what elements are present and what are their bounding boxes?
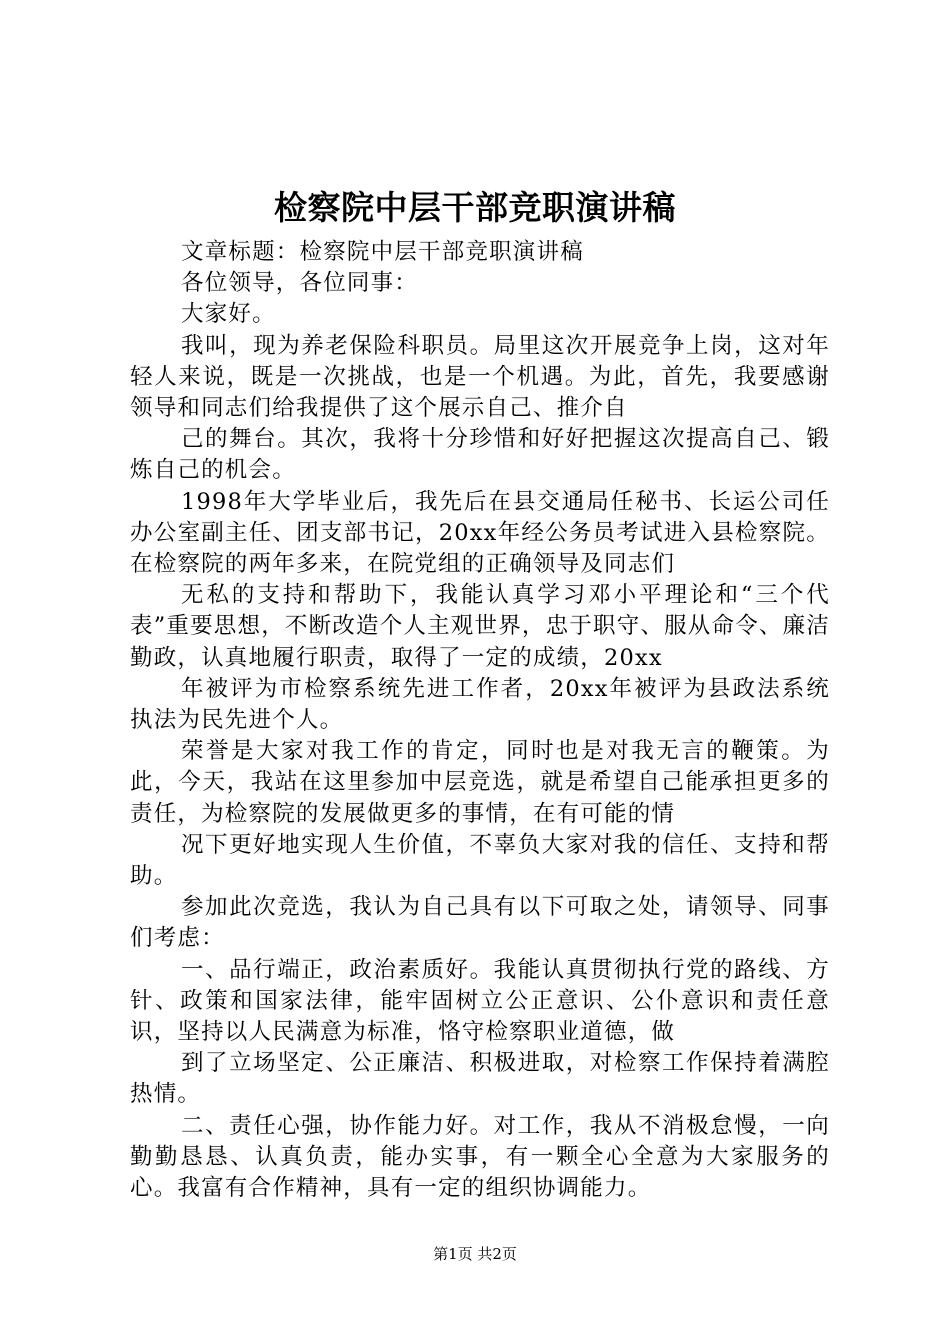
paragraph-strengths-intro: 参加此次竞选，我认为自己具有以下可取之处，请领导、同事们考虑： [130, 894, 830, 952]
paragraph-salutation: 各位领导，各位同事： [181, 270, 419, 297]
document-title: 检察院中层干部竞职演讲稿 [274, 188, 676, 227]
paragraph-article-title: 文章标题：检察院中层干部竞职演讲稿 [181, 239, 584, 265]
paragraph-point-one-continued: 到了立场坚定、公正廉洁、积极进取，对检察工作保持着满腔热情。 [130, 1050, 830, 1108]
paragraph-awards: 年被评为市检察系统先进工作者，20xx年被评为县政法系统执法为民先进个人。 [130, 675, 830, 734]
paragraph-career-continued: 无私的支持和帮助下，我能认真学习邓小平理论和“三个代表”重要思想，不断改造个人主观世界，忠于职守、服从命令、廉洁勤政，认真地履行职责，取得了一定的成绩，20xx [130, 582, 831, 671]
paragraph-greeting: 大家好。 [181, 301, 276, 328]
paragraph-honor: 荣誉是大家对我工作的肯定，同时也是对我无言的鞭策。为此，今天，我站在这里参加中层竞选，就是希望自己能承担更多的责任，为检察院的发展做更多的事情，在有可能的情 [130, 738, 830, 827]
paragraph-honor-continued: 况下更好地实现人生价值，不辜负大家对我的信任、支持和帮助。 [130, 831, 830, 890]
paragraph-introduction: 我叫，现为养老保险科职员。局里这次开展竞争上岗，这对年轻人来说，既是一次挑战，也是一个机遇。为此，首先，我要感谢领导和同志们给我提供了这个展示自己、推介自 [130, 332, 830, 422]
paragraph-point-one: 一、品行端正，政治素质好。我能认真贯彻执行党的路线、方针、政策和国家法律，能牢固树立公正意识、公仆意识和责任意识，坚持以人民满意为标准，恪守检察职业道德，做 [130, 956, 830, 1046]
paragraph-point-two: 二、责任心强，协作能力好。对工作，我从不消极怠慢，一向勤勤恳恳、认真负责，能办实事，有一颗全心全意为大家服务的心。我富有合作精神，具有一定的组织协调能力。 [130, 1112, 830, 1202]
paragraph-introduction-continued: 己的舞台。其次，我将十分珍惜和好好把握这次提高自己、锻炼自己的机会。 [130, 426, 830, 484]
paragraph-career: 1998年大学毕业后，我先后在县交通局任秘书、长运公司任办公室副主任、团支部书记，20xx年经公务员考试进入县检察院。在检察院的两年多来，在院党组的正确领导及同志们 [130, 488, 830, 578]
page-number-footer: 第1页 共2页 [433, 1245, 517, 1263]
document-body [130, 237, 830, 1204]
